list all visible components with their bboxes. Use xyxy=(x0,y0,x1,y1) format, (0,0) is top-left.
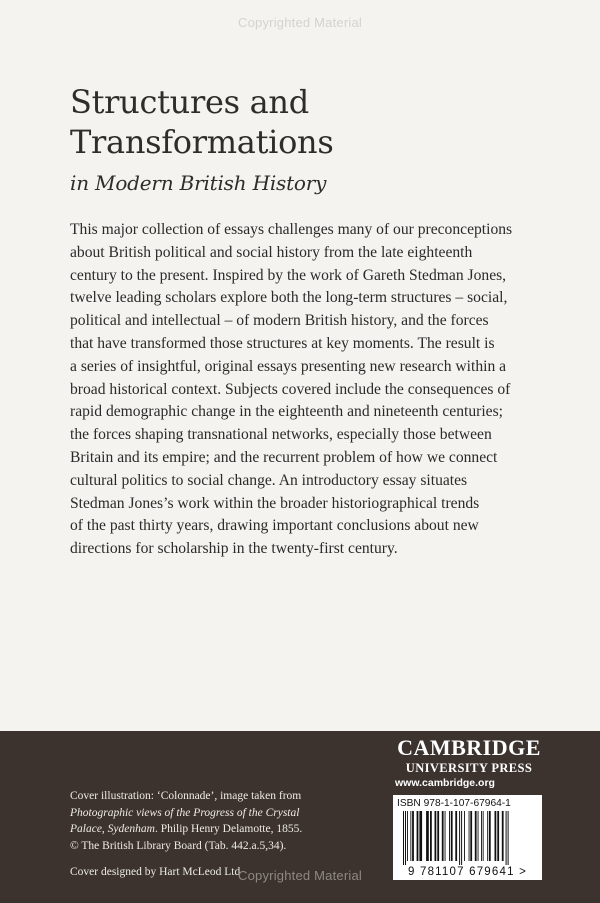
barcode-bar xyxy=(502,811,504,861)
blurb-line: rapid demographic change in the eighteenth and nineteenth centuries; xyxy=(70,403,503,421)
blurb-paragraph xyxy=(70,219,522,561)
barcode-bar xyxy=(464,811,465,861)
barcode-bar xyxy=(442,811,444,861)
publisher-name: CAMBRIDGE xyxy=(397,735,541,760)
credit-line-4: © The British Library Board (Tab. 442.a.5,34). xyxy=(70,839,287,852)
credit-line-2: Photographic views of the Progress of the Crystal xyxy=(70,806,300,819)
barcode-bar xyxy=(478,811,479,861)
blurb-line: broad historical context. Subjects covered include the consequences of xyxy=(70,380,511,398)
publisher-sub: UNIVERSITY PRESS xyxy=(405,761,533,775)
credit-line-1: Cover illustration: ‘Colonnade’, image taken from xyxy=(70,790,302,802)
barcode-bar xyxy=(455,811,457,861)
barcode-bar xyxy=(461,811,462,865)
barcode-bar xyxy=(489,811,491,861)
publisher-website[interactable]: www.cambridge.org xyxy=(395,777,495,789)
barcode-bar xyxy=(469,811,470,861)
barcode-bar xyxy=(470,811,472,861)
blurb-line: a series of insightful, original essays presenting new research within a xyxy=(70,357,507,375)
book-title xyxy=(70,82,333,162)
barcode-bar xyxy=(449,811,450,861)
barcode-bar xyxy=(451,811,453,861)
barcode-bar xyxy=(459,811,460,865)
blurb-line: the forces shaping transnational networks, especially those between xyxy=(70,426,492,444)
barcode-bar xyxy=(435,811,437,861)
barcode-bar xyxy=(410,811,411,861)
blurb-line: political and intellectual – of modern British history, and the forces xyxy=(70,312,489,330)
isbn-text: ISBN 978-1-107-67964-1 xyxy=(397,798,511,809)
barcode-bar xyxy=(475,811,477,861)
blurb-line: of the past thirty years, drawing important conclusions about new xyxy=(70,517,479,535)
cover-credits xyxy=(70,788,370,854)
blurb-line: twelve leading scholars explore both the long-term structures – social, xyxy=(70,289,508,307)
barcode-bar xyxy=(506,811,507,865)
barcode-digits: 9 781107 679641 > xyxy=(408,866,527,878)
barcode-bar xyxy=(403,811,404,865)
barcode-bar xyxy=(417,811,419,861)
blurb-line: Britain and its empire; and the recurrent problem of how we connect xyxy=(70,448,498,466)
barcode-bar xyxy=(487,811,488,861)
blurb-line: about British political and social history from the late eighteenth xyxy=(70,243,473,261)
blurb-line: century to the present. Inspired by the work of Gareth Stedman Jones, xyxy=(70,266,507,284)
barcode-bar xyxy=(483,811,484,861)
title-line-2: Transformations xyxy=(70,123,334,161)
barcode-bar xyxy=(495,811,497,861)
barcode-bar xyxy=(426,811,429,861)
watermark-top: Copyrighted Material xyxy=(238,15,362,30)
barcode-bar xyxy=(508,811,509,865)
barcode-bar xyxy=(481,811,482,861)
blurb-line: that have transformed those structures at key moments. The result is xyxy=(70,334,495,352)
blurb-line: This major collection of essays challenges many of our preconceptions xyxy=(70,221,513,238)
credit-line-3-rest: . Philip Henry Delamotte, 1855. xyxy=(154,823,303,836)
blurb-line: cultural politics to social change. An introductory essay situates xyxy=(70,471,468,489)
blurb-line: directions for scholarship in the twenty-first century. xyxy=(70,540,398,558)
watermark-bottom: Copyrighted Material xyxy=(238,868,362,883)
barcode-bar xyxy=(437,811,439,861)
barcode-bar xyxy=(497,811,499,861)
cover-designer: Cover designed by Hart McLeod Ltd xyxy=(70,866,241,878)
book-subtitle: in Modern British History xyxy=(70,171,327,195)
barcode-bar xyxy=(419,811,422,861)
barcode-bar xyxy=(405,811,406,865)
barcode-bar xyxy=(445,811,446,861)
title-line-1: Structures and xyxy=(70,83,309,121)
barcode-bar xyxy=(407,811,408,861)
publisher-logo xyxy=(393,736,545,790)
barcode-bar xyxy=(412,811,414,861)
credit-line-3 xyxy=(70,821,370,838)
barcode-icon xyxy=(397,811,538,865)
barcode-bar xyxy=(430,811,432,861)
credit-line-3-italic: Palace, Sydenham xyxy=(70,823,155,836)
blurb-line: Stedman Jones’s work within the broader historiographical trends xyxy=(70,494,480,512)
